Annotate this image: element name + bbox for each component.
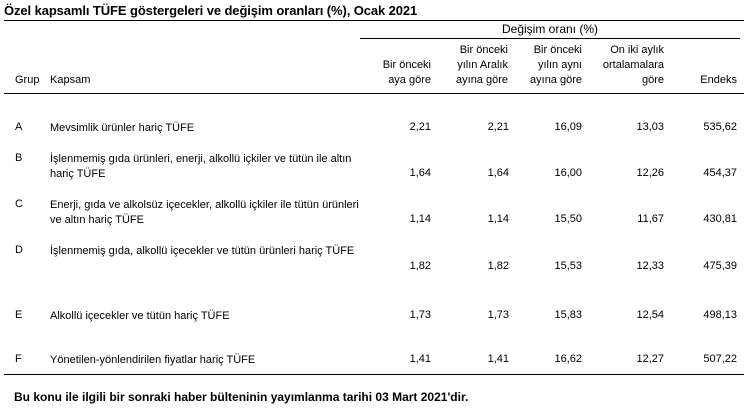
col-monthly-header: Bir önceki aya göre bbox=[382, 59, 431, 86]
row-e-12month-avg: 12,54 bbox=[636, 309, 664, 321]
col-12month-avg-header: On iki aylık ortalamalara göre bbox=[602, 44, 664, 86]
row-d-12month-avg: 12,33 bbox=[636, 260, 664, 272]
row-c-monthly: 1,14 bbox=[409, 213, 431, 225]
row-d-annual: 15,53 bbox=[554, 260, 582, 272]
row-f-index: 507,22 bbox=[703, 353, 737, 365]
row-c-index: 430,81 bbox=[703, 213, 737, 225]
row-d-label: İşlenmemiş gıda, alkollü içecekler ve tütün ürünleri hariç TÜFE bbox=[50, 245, 355, 257]
bottom-rule bbox=[4, 374, 744, 375]
row-b-code: B bbox=[15, 152, 23, 164]
row-e-code: E bbox=[15, 309, 23, 321]
row-d-monthly: 1,82 bbox=[409, 260, 431, 272]
row-a-index: 535,62 bbox=[703, 121, 737, 133]
row-e-annual: 15,83 bbox=[554, 309, 582, 321]
row-f-monthly: 1,41 bbox=[409, 353, 431, 365]
row-e-label: Alkollü içecekler ve tütün hariç TÜFE bbox=[50, 310, 230, 322]
row-d-code: D bbox=[15, 244, 23, 256]
table-title: Özel kapsamlı TÜFE göstergeleri ve değişim oranları (%), Ocak 2021 bbox=[4, 3, 418, 18]
row-c-label: Enerji, gıda ve alkolsüz içecekler, alkollü içkiler ile tütün ürünleri ve altın hariç TÜFE bbox=[50, 199, 359, 226]
row-f-12month-avg: 12,27 bbox=[636, 353, 664, 365]
row-c-december: 1,14 bbox=[487, 213, 509, 225]
group-header-rule bbox=[360, 38, 740, 39]
row-a-december: 2,21 bbox=[487, 121, 509, 133]
row-f-code: F bbox=[15, 353, 22, 365]
row-c-annual: 15,50 bbox=[554, 213, 582, 225]
row-e-index: 498,13 bbox=[703, 309, 737, 321]
row-b-monthly: 1,64 bbox=[409, 167, 431, 179]
row-b-label: İşlenmemiş gıda ürünleri, enerji, alkollü içkiler ve tütün ile altın hariç TÜFE bbox=[50, 153, 352, 180]
col-december-header: Bir önceki yılın Aralık ayına göre bbox=[456, 44, 508, 86]
change-rate-group-header: Değişim oranı (%) bbox=[501, 22, 599, 36]
row-a-annual: 16,09 bbox=[554, 121, 582, 133]
row-f-annual: 16,62 bbox=[554, 353, 582, 365]
row-f-label: Yönetilen-yönlendirilen fiyatlar hariç TÜFE bbox=[50, 354, 256, 366]
top-rule bbox=[4, 20, 744, 21]
row-b-december: 1,64 bbox=[487, 167, 509, 179]
footer-note: Bu konu ile ilgili bir sonraki haber bülteninin yayımlanma tarihi 03 Mart 2021'dir. bbox=[14, 390, 469, 404]
kapsam-column-header: Kapsam bbox=[50, 74, 91, 86]
row-c-code: C bbox=[15, 198, 23, 210]
col-index-header: Endeks bbox=[700, 74, 737, 86]
row-e-december: 1,73 bbox=[487, 309, 509, 321]
row-b-annual: 16,00 bbox=[554, 167, 582, 179]
row-b-index: 454,37 bbox=[703, 167, 737, 179]
col-annual-header: Bir önceki yılın aynı ayına göre bbox=[530, 44, 582, 86]
row-d-index: 475,39 bbox=[703, 260, 737, 272]
row-a-12month-avg: 13,03 bbox=[636, 121, 664, 133]
row-f-december: 1,41 bbox=[487, 353, 509, 365]
row-c-12month-avg: 11,67 bbox=[637, 213, 664, 225]
row-a-label: Mevsimlik ürünler hariç TÜFE bbox=[50, 122, 195, 134]
header-rule bbox=[4, 93, 744, 94]
row-b-12month-avg: 12,26 bbox=[636, 167, 664, 179]
grup-column-header: Grup bbox=[15, 74, 40, 86]
row-a-monthly: 2,21 bbox=[409, 121, 431, 133]
row-a-code: A bbox=[15, 121, 23, 133]
row-d-december: 1,82 bbox=[487, 260, 509, 272]
row-e-monthly: 1,73 bbox=[409, 309, 431, 321]
